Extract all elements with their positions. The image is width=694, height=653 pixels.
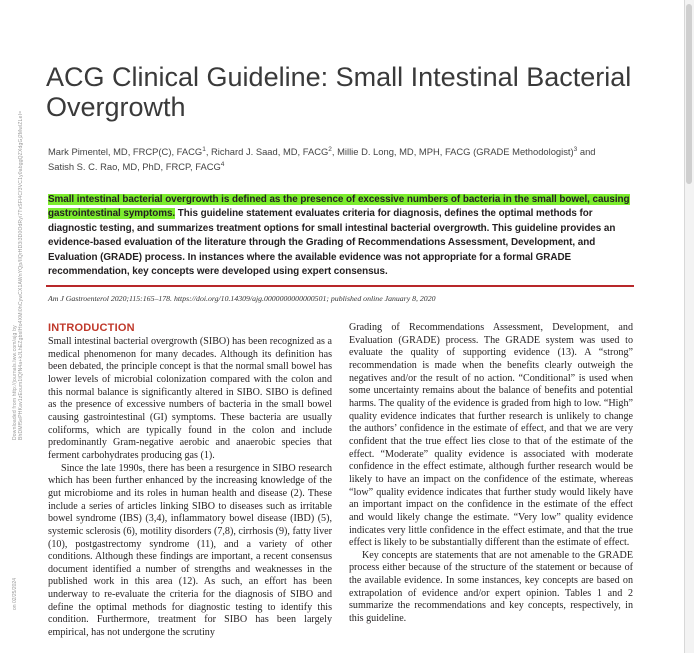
separator: ,	[205, 146, 212, 158]
abstract	[48, 193, 642, 279]
abstract-text: This guideline statement evaluates criteria for diagnosis, defines the optimal methods for diagnostic testing, and summarizes treatment options for small intestinal bacterial overgrowth. This guideline provides an evidence-based evaluation of the literature through the Grading of Recommendations Assessment, Development, and Evaluation (GRADE) process. In instances where the available evidence was not appropriate for a formal GRADE recommendation, key concepts were developed using expert consensus.	[48, 208, 616, 278]
highlighted-text[interactable]: Small intestinal bacterial overgrowth is defined as the presence of excessive numbers of bacteria in the small bowel, causing gastrointestinal symptoms.	[48, 194, 630, 220]
paragraph: Key concepts are statements that are not amenable to the GRADE process either because of the structure of the statement or because of the available evidence. In some instances, key concepts are based on extrapolation of evidence and/or expert opinion. Tables 1 and 2 summarize the recommendations and key concepts, respectively, in this guideline.	[349, 549, 633, 625]
author: Satish S. C. Rao, MD, PhD, FRCP, FACG	[48, 161, 221, 173]
author: Richard J. Saad, MD, FACG	[211, 146, 329, 158]
article-title: ACG Clinical Guideline: Small Intestinal Bacterial Overgrowth	[46, 62, 632, 122]
paragraph: Since the late 1990s, there has been a resurgence in SIBO research which has been further enhanced by the increasing knowledge of the gut microbiome and its roles in human health and disease (2). These include a series of articles linking SIBO to diseases such as irritable bowel syndrome (IBS) (3,4), inflammatory bowel disease (IBD) (5), systemic sclerosis (6), motility disorders (7,8), cirrhosis (9), fatty liver (10), postgastrectomy syndrome (11), and a variety of other conditions. Although these findings are important, a recent consensus document identified a number of strengths and weaknesses in the published work in this area (12). As such, an effort has been underway to re-evaluate the criteria for the diagnosis of SIBO and define the optimal methods for diagnostic testing to identify this condition. Furthermore, treatment for SIBO has been largely empirical, has not undergone the scrutiny	[48, 462, 332, 639]
connector: and	[577, 146, 596, 158]
affiliation-mark: 4	[220, 161, 225, 169]
scrollbar-thumb[interactable]	[686, 4, 692, 184]
vertical-scrollbar[interactable]	[685, 0, 694, 653]
citation: Am J Gastroenterol 2020;115:165–178. https://doi.org/10.14309/ajg.0000000000000501; published online January 8, 2020	[48, 294, 436, 303]
section-heading: INTRODUCTION	[48, 322, 135, 334]
affiliation-mark: 1	[202, 146, 206, 153]
right-column	[349, 322, 633, 626]
affiliation-mark: 3	[573, 146, 578, 153]
divider-rule	[46, 285, 634, 287]
affiliation-mark: 2	[328, 146, 332, 153]
author: Millie D. Long, MD, MPH, FACG (GRADE Methodologist)	[337, 146, 574, 158]
separator: ,	[331, 146, 338, 158]
left-column	[48, 322, 332, 640]
paragraph: Small intestinal bacterial overgrowth (SIBO) has been recognized as a medical phenomenon for many decades. Although its definition has been debated, the principle concept is that the normal small bowel has lower levels of microbial colonization compared with the colon and this normal balance is significantly altered in SIBO. SIBO is defined as the presence of excessive numbers of bacteria in the small bowel causing gastrointestinal (GI) symptoms. These bacteria are usually coliforms, which are typically found in the colon and include predominantly Gram-negative aerobic and anaerobic species that ferment carbohydrates producing gas (1).	[48, 336, 332, 461]
author-list	[48, 143, 648, 173]
author: Mark Pimentel, MD, FRCP(C), FACG	[48, 146, 203, 158]
download-watermark: Downloaded from http://journals.lww.com/ajg by BhDMf5ePHKav1zEoum1tQfN4a+kJLhEZgbsIHo4XMi0hCywCX1AWnYQp/IlQrHD3i3D0OdRyi7TvSFl4Cf3VC1y0abggQZXdgGj2MwlZLeI=	[12, 110, 24, 440]
paragraph: Grading of Recommendations Assessment, Development, and Evaluation (GRADE) process. The GRADE system was used to evaluate the quality of supporting evidence (13). A “strong” recommendation is made when the benefits clearly outweigh the negatives and/or the result of no action. “Conditional” is used when some uncertainty remains about the balance of benefits and potential harms. The quality of the evidence is graded from high to low. “High” quality evidence indicates that further research is unlikely to change the authors’ confidence in the estimate of effect, and that we are very confident that the true effect lies close to that of the estimate of the effect. “Moderate” quality evidence is associated with moderate confidence in the effect estimate, although further research would be likely to have an impact on the confidence of the estimate, whereas “low” quality evidence indicates that further study would likely have an important impact on the confidence in the estimate of the effect and would likely change the estimate. “Very low” quality evidence indicates very little confidence in the effect estimate, and that the true effect is likely to be substantially different than the estimate of effect.	[349, 322, 633, 549]
download-date: on 02/25/2024	[12, 578, 18, 610]
